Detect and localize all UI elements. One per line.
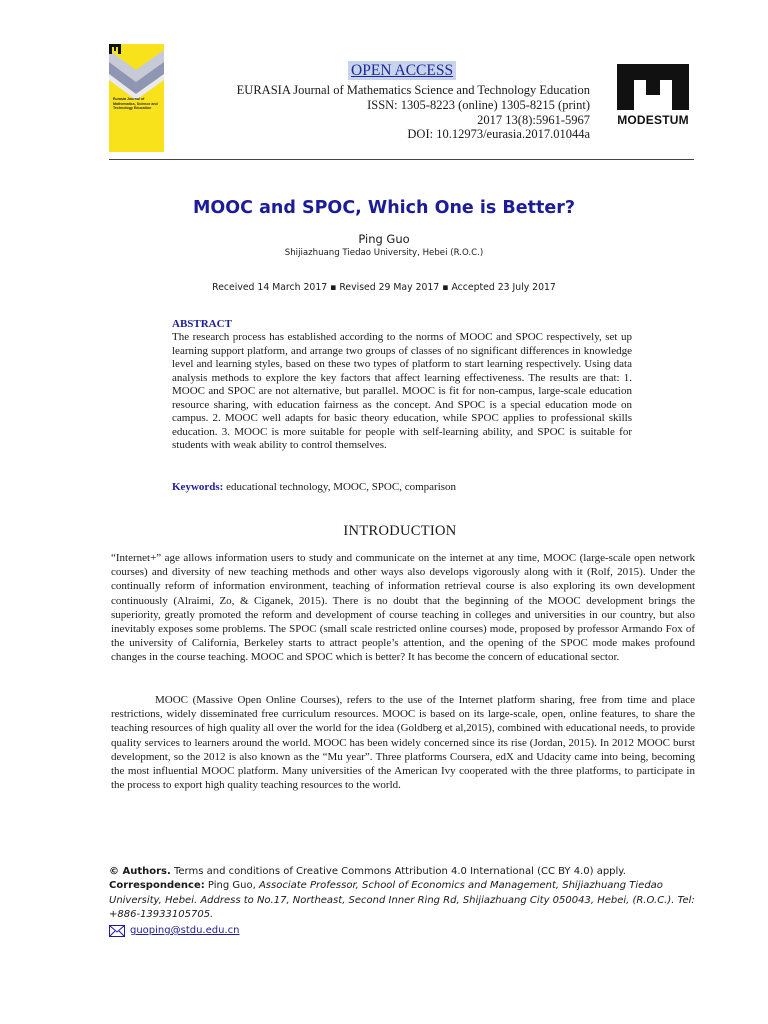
keywords-label: Keywords: (172, 481, 224, 493)
modestum-logo-icon (617, 64, 689, 110)
header-divider (109, 159, 694, 160)
abstract-heading: ABSTRACT (172, 318, 232, 330)
keywords-line (172, 481, 456, 493)
correspondence-email (109, 924, 239, 938)
journal-doi: DOI: 10.12973/eurasia.2017.01044a (407, 127, 590, 141)
license-note (109, 865, 699, 880)
correspondence-details: Associate Professor, School of Economics and Management, Shijiazhuang Tiedao University, Hebei. Address to No.17, Northeast, Second Inner Ring Rd, Shijiazhuang City 050043, Hebei, (R.O.C.). Tel: +886-13933105705. (109, 880, 695, 920)
correspondence-label: Correspondence: (109, 880, 205, 891)
introduction-paragraph-1: “Internet+” age allows information users to study and communicate on the internet at any time, MOOC (large-scale open network courses) and diversity of new teaching methods and other ways also develops vigorously along with it (Rolf, 2015). Under the continually reform of information environment, teaching of information retrieval course is also exploring its own development continuously (Alraimi, Zo, & Ciganek, 2015). There is no doubt that the beginning of the MOOC development brings the superiority, greatly promoted the reform and development of course teaching in colleges and universities in our country, but also inevitably exposes some problems. The SPOC (small scale restricted online courses) mode, proposed by professor Armando Fox of the university of California, Berkeley starts to attract people’s attention, and the opening of the SPOC mode makes profound changes in the course teaching. MOOC and SPOC which is better? It has become the concern of educational sector. (111, 552, 695, 664)
email-link[interactable]: guoping@stdu.edu.cn (130, 925, 240, 936)
journal-cover-thumbnail (109, 44, 164, 152)
cover-title: Eurasia Journal of Mathematics, Science and Technology Education (113, 97, 158, 111)
journal-volume: 2017 13(8):5961-5967 (477, 113, 590, 127)
journal-name: EURASIA Journal of Mathematics Science and Technology Education (236, 83, 590, 97)
article-title: MOOC and SPOC, Which One is Better? (193, 198, 575, 218)
license-label: © Authors. (109, 866, 171, 877)
mail-icon (109, 925, 125, 937)
article-dates: Received 14 March 2017 ▪ Revised 29 May 2017 ▪ Accepted 23 July 2017 (212, 282, 556, 293)
correspondence-note (109, 879, 699, 923)
introduction-heading: INTRODUCTION (343, 523, 457, 539)
journal-issn: ISSN: 1305-8223 (online) 1305-8215 (print) (367, 98, 590, 112)
cover-publisher-logo (109, 44, 121, 54)
keywords-list: educational technology, MOOC, SPOC, comparison (226, 481, 457, 493)
correspondence-name: Ping Guo, (207, 880, 256, 891)
article-author: Ping Guo (358, 232, 410, 246)
abstract-text: The research process has established according to the norms of MOOC and SPOC respectively, set up learning support platform, and arrange two groups of classes of no significant differences in knowledge level and learning styles, based on these two types of platform to start learning respectively. Using data analysis methods to explore the key factors that affect learning effectiveness. The results are that: 1. MOOC and SPOC are not alternative, but parallel. MOOC is fit for non-campus, large-scale education resource sharing, with education fairness as the concept. And SPOC is a special education mode on campus. 2. MOOC well adapts for basic theory education, while SPOC applies to professional skills education. 3. MOOC is more suitable for people with self-learning ability, and SPOC is suitable for students with weak ability to control themselves. (172, 331, 632, 451)
author-affiliation: Shijiazhuang Tiedao University, Hebei (R.O.C.) (284, 248, 484, 258)
open-access-link[interactable]: OPEN ACCESS (348, 61, 456, 80)
license-text: Terms and conditions of Creative Commons Attribution 4.0 International (CC BY 4.0) apply. (173, 866, 626, 877)
publisher-name: MODESTUM (617, 113, 689, 127)
introduction-paragraph-2: MOOC (Massive Open Online Courses), refers to the use of the Internet platform sharing, free from time and place restrictions, widely disseminated free curriculum resources. MOOC is based on its large-scale, open, online features, to share the teaching resources of high quality all over the world for the idea (Goldberg et al,2015), combined with educational needs, to provide quality services to learners around the world. MOOC has been widely concerned since its rise (Jordan, 2015). In 2012 MOOC burst development, so the 2012 is also known as the “Mu year”. Three platforms Coursera, edX and Udacity came into being, becoming the most influential MOOC platform. Many universities of the American Ivy cooperated with the three platforms, to participate in the process to export high quality teaching resources to the world. (111, 694, 695, 792)
